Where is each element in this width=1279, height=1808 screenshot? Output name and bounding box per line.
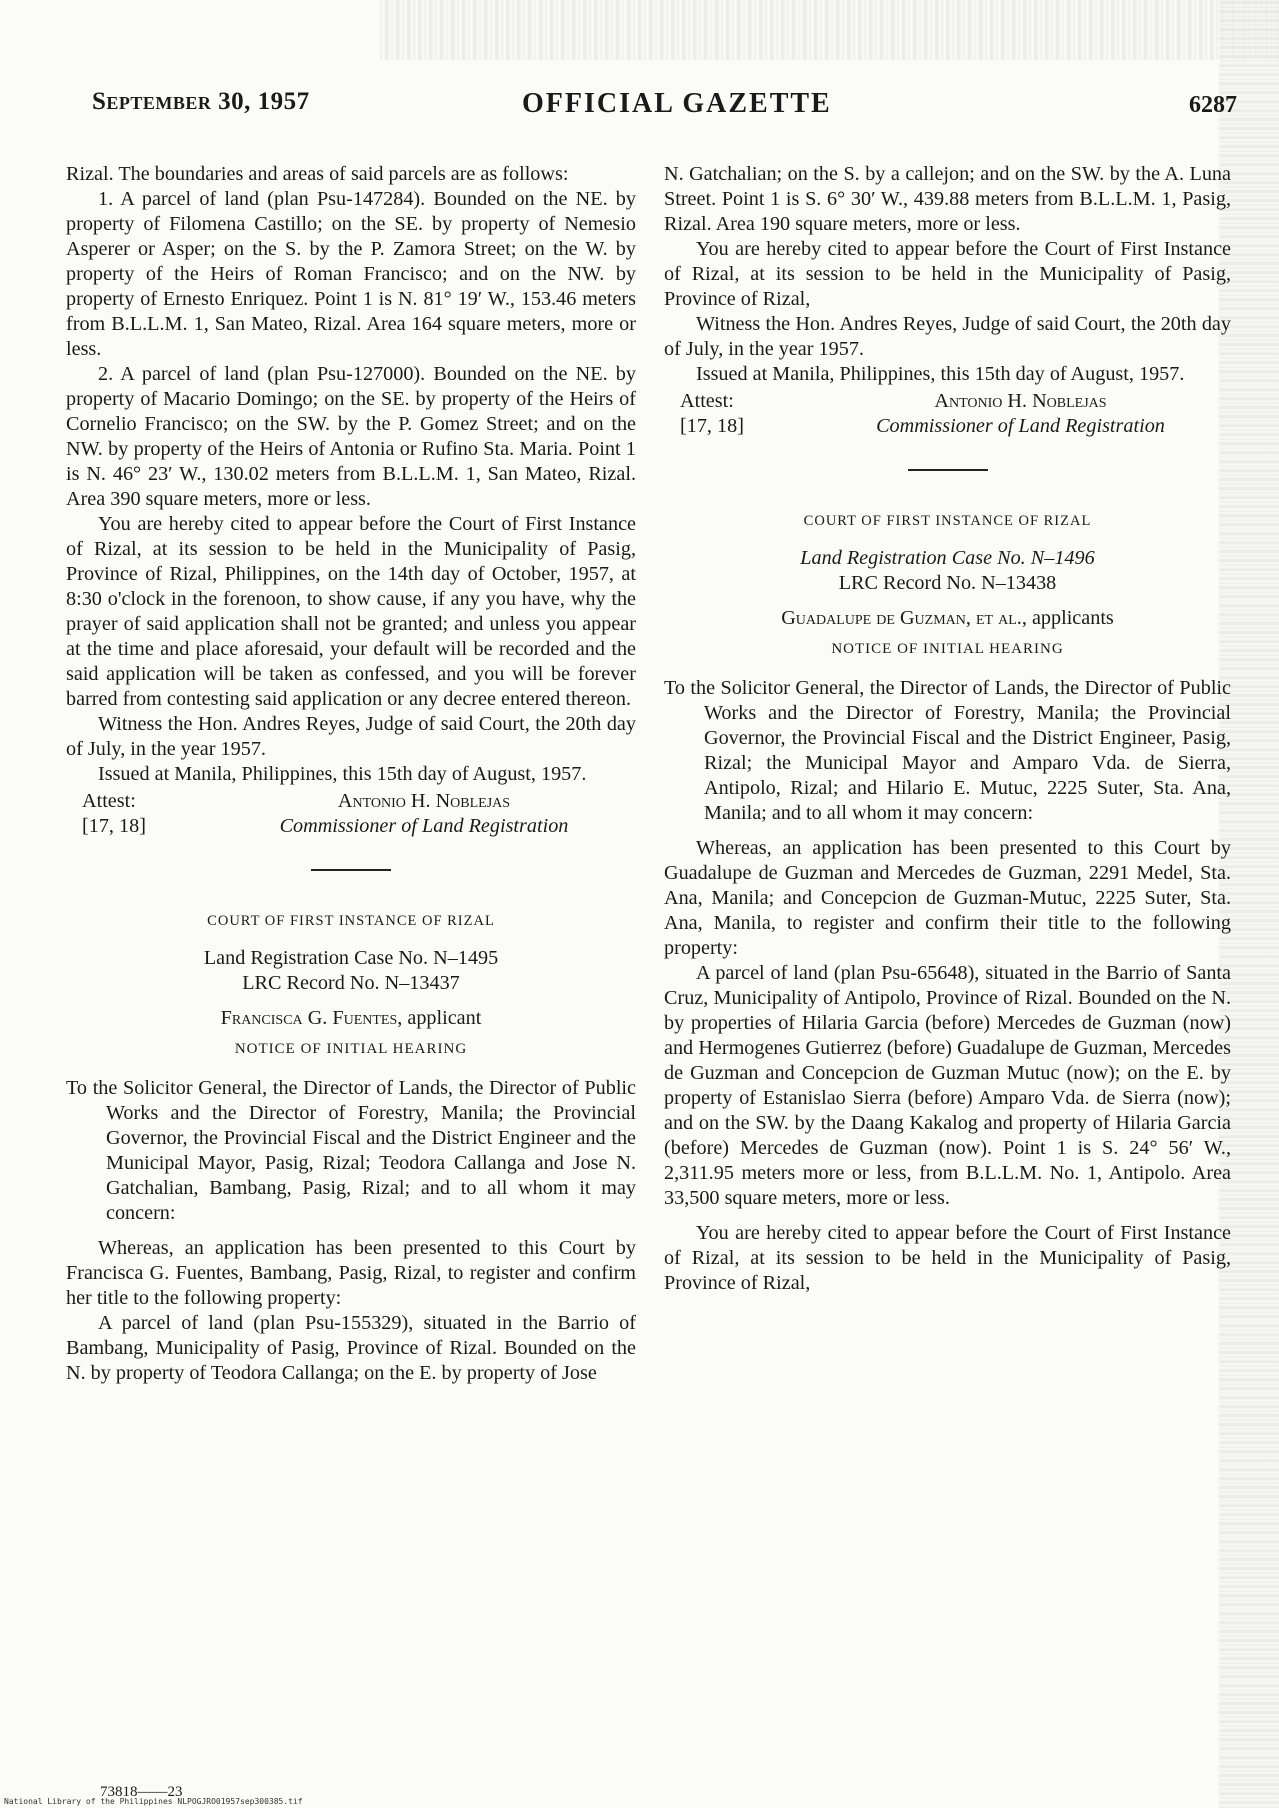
left-column — [66, 162, 636, 1386]
header-date: September 30, 1957 — [92, 88, 310, 115]
case-number: Land Registration Case No. N–1496 — [800, 547, 1095, 569]
attest-title: Commissioner of Land Registration — [279, 815, 569, 837]
attest-label: Attest: — [680, 390, 734, 412]
court-heading: COURT OF FIRST INSTANCE OF RIZAL — [207, 913, 495, 929]
property-description: A parcel of land (plan Psu-65648), situated in the Barrio of Santa Cruz, Municipality of Antipolo, Province of Rizal. Bounded on the N. by properties of Hilaria Garcia (before) Mercedes de Guzman (now) and Hermogenes Gutierrez (before) Guadalupe de Guzman, Mercedes de Guzman and Concepcion de Guzman Mutuc (now); on the E. by property of Estanislao Sierra (before) Amparo Vda. de Sierra (now); and on the SW. by the Daang Kakalog and property of Hilaria Garcia (before) Mercedes de Guzman (now). Point 1 is S. 24° 56′ W., 2,311.95 meters more or less, from B.L.L.M. No. 1, Antipolo. Area 33,500 square meters, more or less. — [664, 962, 1231, 1209]
attest-ref: [17, 18] — [82, 815, 146, 837]
section-divider — [311, 869, 391, 871]
parcel-1-description: 1. A parcel of land (plan Psu-147284). Bounded on the NE. by property of Filomena Castillo; on the SE. by property of Nemesio Asperer or Asper; on the S. by the P. Zamora Street; on the W. by property of the Heirs of Roman Francisco; and on the NW. by property of Ernesto Enriquez. Point 1 is N. 81° 19′ W., 153.46 meters from B.L.L.M. 1, San Mateo, Rizal. Area 164 square meters, more or less. — [66, 188, 636, 360]
attest-name: Antonio H. Noblejas — [337, 790, 511, 812]
applicant-role: , applicant — [397, 1007, 482, 1029]
addressees-paragraph: To the Solicitor General, the Director of Lands, the Director of Public Works and the Director of Forestry, Manila; the Provincial Governor, the Provincial Fiscal and the District Engineer and the Municipal Mayor, Pasig, Rizal; Teodora Callanga and Jose N. Gatchalian, Bambang, Pasig, Rizal; and to all whom it may concern: — [66, 1077, 636, 1224]
applicant-line — [664, 606, 1231, 631]
attest-block — [66, 789, 636, 839]
right-column — [664, 162, 1231, 1296]
record-number: LRC Record No. N–13437 — [242, 972, 460, 994]
whereas-paragraph: Whereas, an application has been presented to this Court by Francisca G. Fuentes, Bambang, Pasig, Rizal, to register and confirm her title to the following property: — [66, 1237, 636, 1309]
parcel-2-description: 2. A parcel of land (plan Psu-127000). Bounded on the NE. by property of Macario Domingo; on the SE. by property of the Heirs of Cornelio Francisco; on the SW. by the P. Gomez Street; and on the NW. by property of the Heirs of Antonia or Rufino Sta. Maria. Point 1 is N. 46° 23′ W., 130.02 meters from B.L.L.M. 1, San Mateo, Rizal. Area 390 square meters, more or less. — [66, 363, 636, 510]
applicant-role: , applicants — [1021, 607, 1114, 629]
attest-title: Commissioner of Land Registration — [876, 415, 1165, 437]
record-number: LRC Record No. N–13438 — [838, 572, 1057, 594]
page-header — [92, 88, 1255, 128]
boundaries-intro: Rizal. The boundaries and areas of said parcels are as follows: — [66, 163, 569, 185]
parcel-continued: N. Gatchalian; on the S. by a callejon; and on the SW. by the A. Luna Street. Point 1 is S. 6° 30′ W., 439.88 meters from B.L.L.M. 1, Pasig, Rizal. Area 190 square meters, more or less. — [664, 163, 1231, 235]
header-title: OFFICIAL GAZETTE — [522, 88, 832, 119]
printer-code: 73818——23 — [100, 1784, 183, 1800]
attest-block — [664, 389, 1231, 439]
issued-paragraph: Issued at Manila, Philippines, this 15th day of August, 1957. — [696, 363, 1185, 385]
citation-paragraph: You are hereby cited to appear before the Court of First Instance of Rizal, at its session to be held in the Municipality of Pasig, Province of Rizal, — [664, 238, 1231, 310]
scan-noise-top — [380, 0, 1279, 60]
attest-left — [66, 789, 212, 839]
applicant-name: Guadalupe de Guzman, et al. — [781, 607, 1022, 629]
attest-name: Antonio H. Noblejas — [934, 390, 1107, 412]
attest-right — [212, 789, 636, 839]
attest-ref: [17, 18] — [680, 415, 744, 437]
whereas-paragraph: Whereas, an application has been presented to this Court by Guadalupe de Guzman and Mercedes de Guzman, 2291 Medel, Sta. Ana, Manila; and Concepcion de Guzman-Mutuc, 2225 Suter, Sta. Ana, Manila, to register and confirm their title to the following property: — [664, 837, 1231, 959]
case-number: Land Registration Case No. N–1495 — [203, 947, 499, 969]
attest-right — [810, 389, 1231, 439]
applicant-line — [66, 1006, 636, 1031]
notice-heading: NOTICE OF INITIAL HEARING — [831, 641, 1064, 657]
section-divider — [908, 469, 988, 471]
citation-paragraph-continued: You are hereby cited to appear before the Court of First Instance of Rizal, at its session to be held in the Municipality of Pasig, Province of Rizal, — [664, 1222, 1231, 1294]
witness-paragraph: Witness the Hon. Andres Reyes, Judge of said Court, the 20th day of July, in the year 1957. — [66, 713, 636, 760]
property-description: A parcel of land (plan Psu-155329), situated in the Barrio of Bambang, Municipality of Pasig, Province of Rizal. Bounded on the N. by property of Teodora Callanga; on the E. by property of Jose — [66, 1312, 636, 1384]
addressees-paragraph: To the Solicitor General, the Director of Lands, the Director of Public Works and the Director of Forestry, Manila; the Provincial Governor, the Provincial Fiscal and the District Engineer, Pasig, Rizal; the Municipal Mayor and Amparo Vda. de Sierra, Antipolo, Rizal; and Hilario E. Mutuc, 2225 Suter, Sta. Ana, Manila; and to all whom it may concern: — [664, 677, 1231, 824]
citation-paragraph: You are hereby cited to appear before the Court of First Instance of Rizal, at its session to be held in the Municipality of Pasig, Province of Rizal, Philippines, on the 14th day of October, 1957, at 8:30 o'clock in the forenoon, to show cause, if any you have, why the prayer of said application shall not be granted; and unless you appear at the time and place aforesaid, your default will be recorded and the said application will be taken as confessed, and you will be forever barred from contesting said application or any decree entered thereon. — [66, 513, 636, 710]
issued-paragraph: Issued at Manila, Philippines, this 15th day of August, 1957. — [98, 763, 587, 785]
witness-paragraph: Witness the Hon. Andres Reyes, Judge of said Court, the 20th day of July, in the year 1957. — [664, 313, 1231, 360]
library-caption: National Library of the Philippines NLPOGJRO01957sep300385.tif — [4, 1797, 303, 1806]
notice-heading: NOTICE OF INITIAL HEARING — [234, 1041, 468, 1057]
attest-left — [664, 389, 810, 439]
court-heading: COURT OF FIRST INSTANCE OF RIZAL — [803, 513, 1092, 529]
header-page-number: 6287 — [1189, 92, 1237, 118]
attest-label: Attest: — [82, 790, 136, 812]
applicant-name: Francisca G. Fuentes — [220, 1007, 398, 1029]
